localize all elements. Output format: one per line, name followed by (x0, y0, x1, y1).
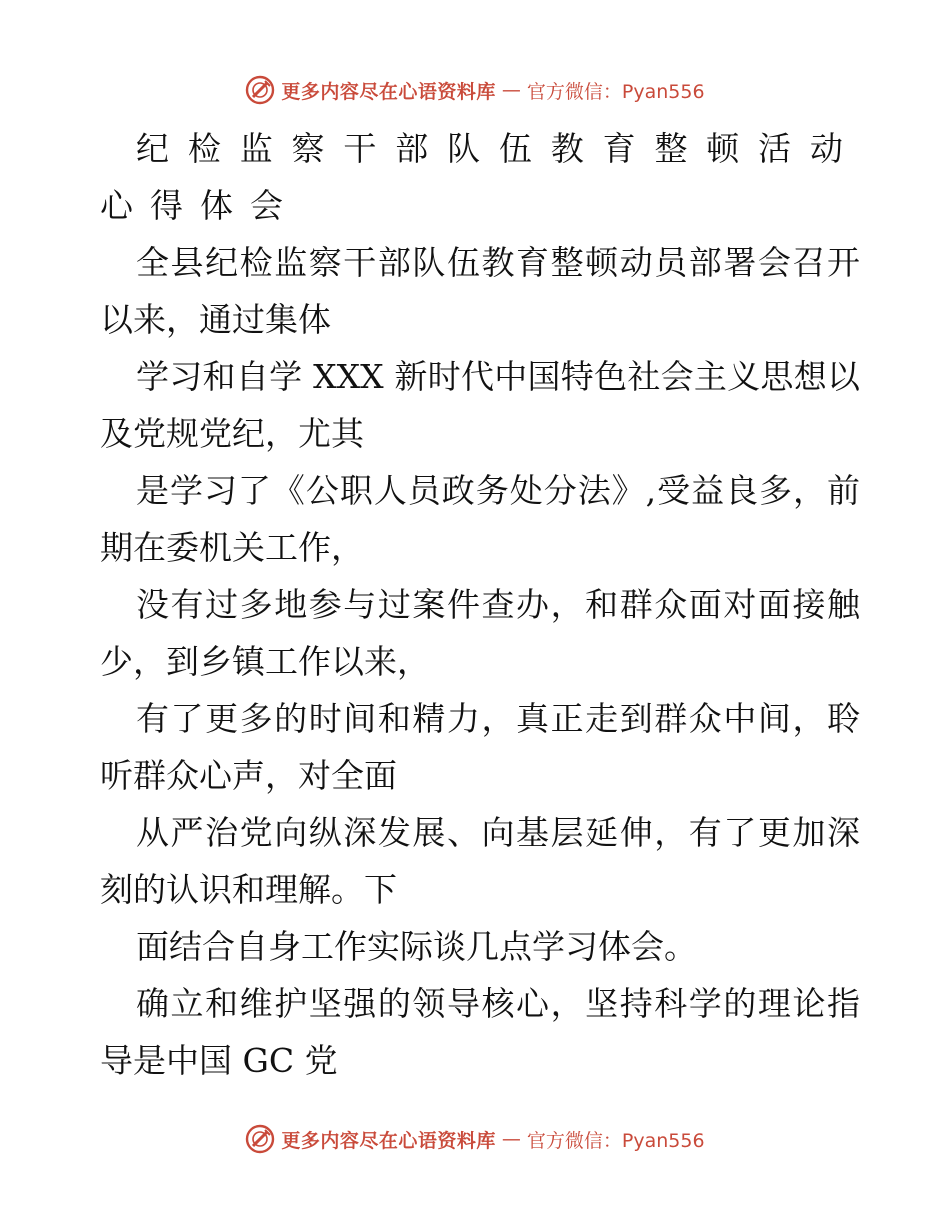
seal-logo-icon (245, 1124, 275, 1154)
watermark-text: 更多内容尽在心语资料库 (281, 80, 496, 103)
seal-logo-icon (245, 75, 275, 105)
paragraph: 是学习了《公职人员政务处分法》,受益良多，前期在委机关工作， (100, 471, 860, 567)
watermark-contact: 官方微信：Pyan556 (526, 80, 705, 103)
paragraph: 学习和自学 XXX 新时代中国特色社会主义思想以及党规党纪，尤其 (100, 357, 860, 453)
paragraph: 有了更多的时间和精力，真正走到群众中间，聆听群众心声，对全面 (100, 699, 860, 795)
header-watermark (0, 70, 950, 110)
watermark-separator: — (501, 1128, 521, 1150)
paragraph: 确立和维护坚强的领导核心，坚持科学的理论指导是中国 GC 党 (100, 984, 860, 1080)
document-body (100, 120, 860, 1089)
paragraph: 从严治党向纵深发展、向基层延伸，有了更加深刻的认识和理解。下 (100, 813, 860, 909)
paragraph: 面结合自身工作实际谈几点学习体会。 (136, 927, 697, 966)
document-title: 纪检监察干部队伍教育整顿活动心得体会 (100, 129, 860, 225)
watermark-separator: — (501, 79, 521, 101)
footer-watermark (0, 1119, 950, 1159)
watermark-text: 更多内容尽在心语资料库 (281, 1129, 496, 1152)
paragraph: 全县纪检监察干部队伍教育整顿动员部署会召开以来，通过集体 (100, 243, 860, 339)
paragraph: 没有过多地参与过案件查办，和群众面对面接触少，到乡镇工作以来， (100, 585, 860, 681)
watermark-contact: 官方微信：Pyan556 (526, 1129, 705, 1152)
